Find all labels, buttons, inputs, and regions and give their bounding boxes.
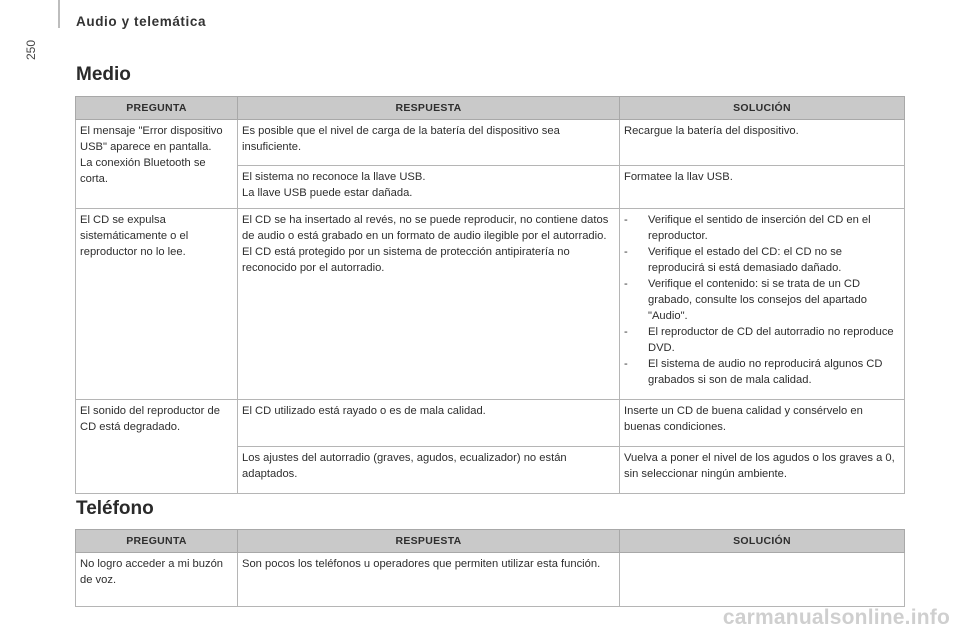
column-header-question: PREGUNTA [76, 97, 238, 120]
list-item: - Verifique el sentido de inserción del CD en el reproductor. [624, 212, 900, 244]
question-cell: El sonido del reproductor de CD está degradado. [76, 400, 238, 494]
column-header-answer: RESPUESTA [238, 97, 620, 120]
section-header: Audio y telemática [76, 14, 207, 29]
solution-cell: Recargue la batería del dispositivo. [620, 120, 905, 166]
telefono-title: Teléfono [76, 498, 154, 519]
list-item: - Verifique el contenido: si se trata de un CD grabado, consulte los consejos del apartado "Audio". [624, 276, 900, 324]
column-header-solution: SOLUCIÓN [620, 97, 905, 120]
list-item: - Verifique el estado del CD: el CD no se reproducirá si está demasiado dañado. [624, 244, 900, 276]
table-header-row [76, 97, 905, 120]
question-cell: No logro acceder a mi buzón de voz. [76, 553, 238, 607]
solution-cell: Vuelva a poner el nivel de los agudos o los graves a 0, sin seleccionar ningún ambiente. [620, 447, 905, 494]
table-row [76, 400, 905, 447]
column-header-solution: SOLUCIÓN [620, 530, 905, 553]
answer-cell: Son pocos los teléfonos u operadores que permiten utilizar esta función. [238, 553, 620, 607]
solution-cell: Inserte un CD de buena calidad y consérvelo en buenas condiciones. [620, 400, 905, 447]
table-header-row [76, 530, 905, 553]
medio-table [75, 96, 905, 494]
header-rule [58, 0, 60, 28]
question-cell: El mensaje "Error dispositivo USB" aparece en pantalla. La conexión Bluetooth se corta. [76, 120, 238, 209]
medio-title: Medio [76, 64, 131, 85]
list-item: - El sistema de audio no reproducirá algunos CD grabados si son de mala calidad. [624, 356, 900, 388]
question-cell: El CD se expulsa sistemáticamente o el reproductor no lo lee. [76, 209, 238, 400]
answer-cell: El CD utilizado está rayado o es de mala calidad. [238, 400, 620, 447]
answer-cell: El sistema no reconoce la llave USB. La llave USB puede estar dañada. [238, 166, 620, 209]
page-number: 250 [24, 39, 38, 60]
solution-cell [620, 209, 905, 400]
solution-list [624, 212, 900, 388]
table-row [76, 120, 905, 166]
solution-cell [620, 553, 905, 607]
watermark: carmanualsonline.info [722, 606, 950, 629]
column-header-question: PREGUNTA [76, 530, 238, 553]
table-row [76, 553, 905, 607]
answer-cell: Los ajustes del autorradio (graves, agudos, ecualizador) no están adaptados. [238, 447, 620, 494]
answer-cell: Es posible que el nivel de carga de la batería del dispositivo sea insuficiente. [238, 120, 620, 166]
telefono-table [75, 529, 905, 607]
answer-cell: El CD se ha insertado al revés, no se puede reproducir, no contiene datos de audio o está grabado en un formato de audio ilegible por el autorradio. El CD está protegido por un sistema de protección antipiratería no reconocido por el autorradio. [238, 209, 620, 400]
column-header-answer: RESPUESTA [238, 530, 620, 553]
list-item: - El reproductor de CD del autorradio no reproduce DVD. [624, 324, 900, 356]
table-row [76, 209, 905, 400]
solution-cell: Formatee la llav USB. [620, 166, 905, 209]
